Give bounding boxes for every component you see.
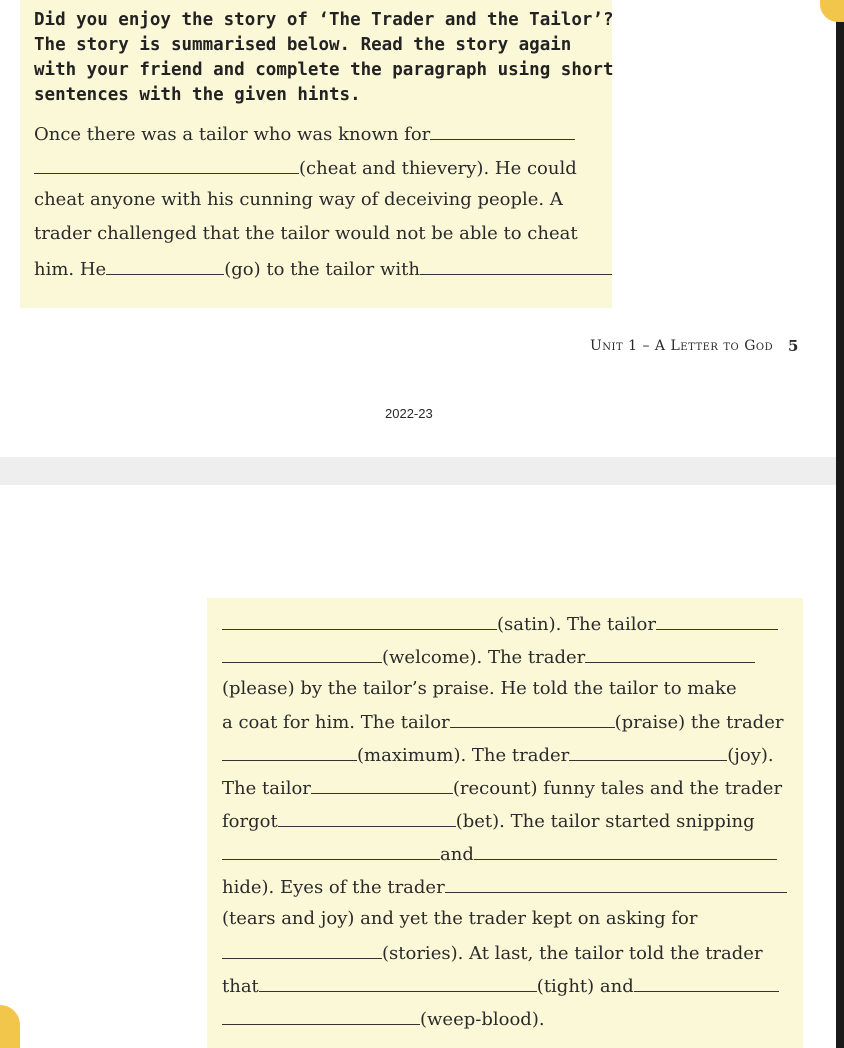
year-label: 2022-23 <box>385 406 433 421</box>
blank-field[interactable] <box>222 1007 420 1025</box>
text-segment: (recount) funny tales and the trader <box>452 778 783 799</box>
text-segment: (stories). At last, the tailor told the trader <box>382 943 763 964</box>
bottom-line-10: (tears and joy) and yet the trader kept on asking for <box>222 908 698 929</box>
text-segment: forgot <box>222 811 278 832</box>
text-segment: (joy). <box>727 745 774 766</box>
right-edge-strip <box>836 0 844 1048</box>
blank-field[interactable] <box>259 974 537 992</box>
text-segment: (satin). The tailor <box>497 614 656 635</box>
bottom-line-8 <box>222 842 777 866</box>
bottom-line-3: (please) by the tailor’s praise. He told the tailor to make <box>222 678 737 699</box>
blank-field[interactable] <box>474 842 777 860</box>
blank-field[interactable] <box>222 941 382 959</box>
blank-field[interactable] <box>634 974 779 992</box>
text-segment: (tight) and <box>536 976 634 997</box>
blank-field[interactable] <box>222 842 440 860</box>
blank-field[interactable] <box>450 710 615 728</box>
blank-field[interactable] <box>106 257 224 275</box>
bottom-line-7 <box>222 809 755 833</box>
blank-field[interactable] <box>430 122 575 140</box>
page-separator <box>0 457 844 485</box>
text-segment: The tailor <box>222 778 311 799</box>
blank-field[interactable] <box>278 809 456 827</box>
bottom-line-6 <box>222 776 782 800</box>
text-segment: (cheat and thievery). He could <box>299 158 577 179</box>
top-line-2 <box>34 156 577 180</box>
bottom-line-1 <box>222 612 778 636</box>
unit-footer: Unit 1 – A Letter to God <box>590 338 774 354</box>
text-segment: that <box>222 976 259 997</box>
bottom-line-2 <box>222 645 755 669</box>
text-segment: (welcome). The trader <box>382 647 586 668</box>
bottom-line-5 <box>222 743 774 767</box>
corner-decoration-bottom <box>0 1005 20 1048</box>
bottom-line-13 <box>222 1007 545 1031</box>
blank-field[interactable] <box>569 743 727 761</box>
bottom-line-12 <box>222 974 779 998</box>
top-line-4: trader challenged that the tailor would not be able to cheat <box>34 223 578 244</box>
top-line-5 <box>34 257 612 281</box>
text-segment: and <box>440 844 474 865</box>
text-segment: (weep-blood). <box>420 1009 545 1030</box>
bottom-line-4 <box>222 710 783 734</box>
blank-field[interactable] <box>585 645 755 663</box>
bottom-line-9 <box>222 875 787 899</box>
blank-field[interactable] <box>656 612 778 630</box>
corner-decoration <box>820 0 844 22</box>
blank-field[interactable] <box>34 156 299 174</box>
instruction-line-2: The story is summarised below. Read the story again <box>34 35 572 55</box>
blank-field[interactable] <box>222 743 357 761</box>
blank-field[interactable] <box>222 612 497 630</box>
text-segment: (bet). The tailor started snipping <box>455 811 755 832</box>
text-segment: Once there was a tailor who was known for <box>34 124 431 145</box>
top-line-1 <box>34 122 575 146</box>
instruction-line-3: with your friend and complete the paragraph using short <box>34 60 614 80</box>
instruction-line-4: sentences with the given hints. <box>34 85 361 105</box>
bottom-line-11 <box>222 941 763 965</box>
text-segment: (maximum). The trader <box>357 745 570 766</box>
top-line-3: cheat anyone with his cunning way of deceiving people. A <box>34 189 563 210</box>
blank-field[interactable] <box>222 645 382 663</box>
blank-field[interactable] <box>420 257 612 275</box>
page-number: 5 <box>788 337 799 355</box>
text-segment: hide). Eyes of the trader <box>222 877 445 898</box>
blank-field[interactable] <box>311 776 453 794</box>
text-segment: (go) to the tailor with <box>224 259 420 280</box>
text-segment: him. He <box>34 259 107 280</box>
text-segment: a coat for him. The tailor <box>222 712 450 733</box>
text-segment: (praise) the trader <box>614 712 784 733</box>
instruction-line-1: Did you enjoy the story of ‘The Trader and the Tailor’? <box>34 10 614 30</box>
blank-field[interactable] <box>445 875 787 893</box>
